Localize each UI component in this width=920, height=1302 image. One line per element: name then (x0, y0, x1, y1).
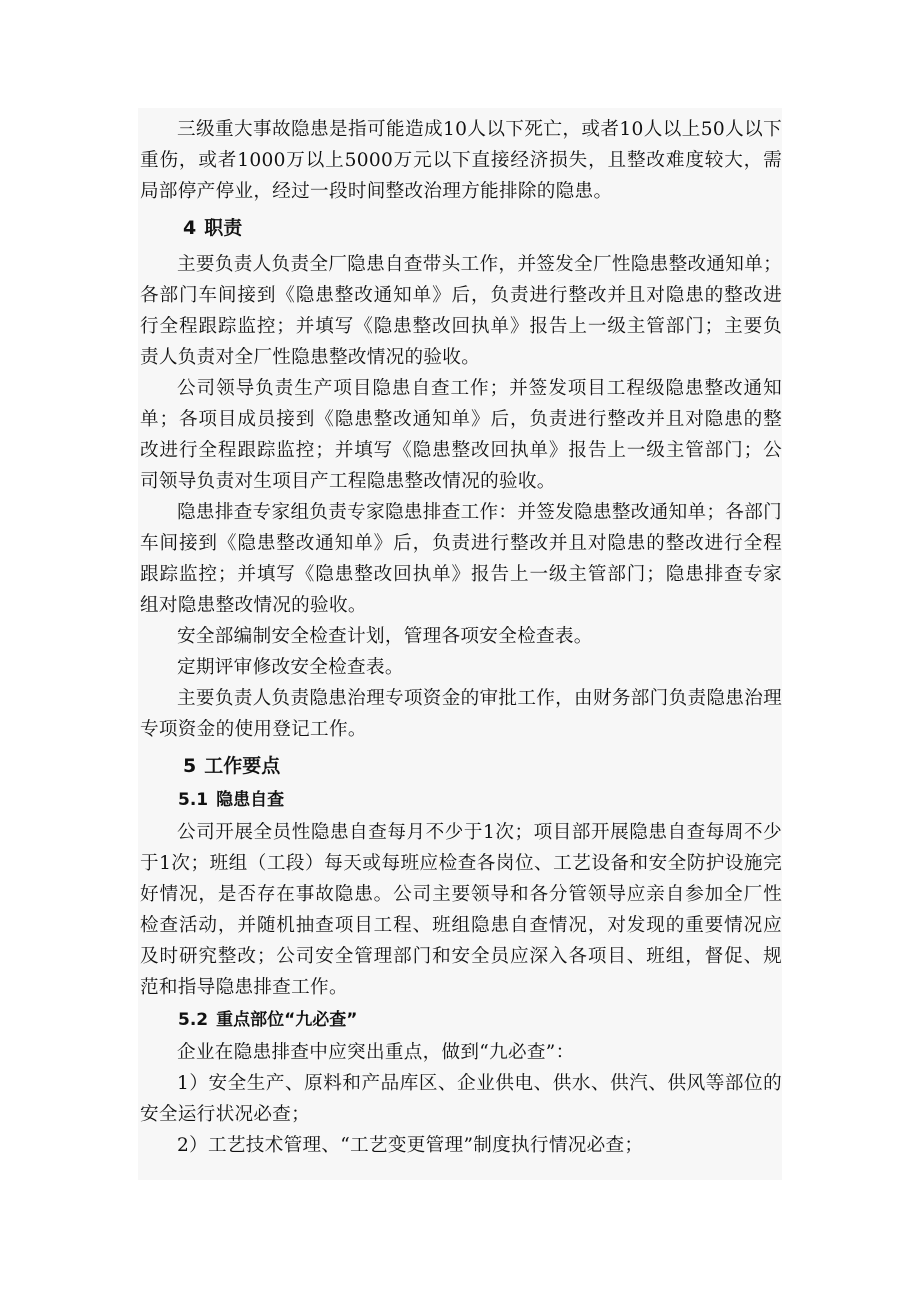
section-number: 4 (183, 217, 197, 239)
subsection-heading-5-2 (140, 1007, 782, 1033)
paragraph-key-point-2: 2）工艺技术管理、“工艺变更管理”制度执行情况必查； (177, 1135, 644, 1156)
section-title: 工作要点 (204, 755, 281, 777)
paragraph-self-check: 公司开展全员性隐患自查每月不少于1次；项目部开展隐患自查每周不少于1次；班组（工段）每天或每班应检查各岗位、工艺设备和安全防护设施完好情况，是否存在事故隐患。公司主要领导和各分管领导应亲自参加全厂性检查活动，并随机抽查项目工程、班组隐患自查情况，对发现的重要情况应及时研究整改；公司安全管理部门和安全员应深入各项目、班组，督促、规范和指导隐患排查工作。 (140, 822, 782, 998)
section-number: 5 (183, 755, 197, 777)
subsection-number: 5.1 (178, 790, 209, 810)
paragraph-duty-4: 安全部编制安全检查计划，管理各项安全检查表。 (177, 626, 593, 647)
section-heading-4 (140, 214, 782, 242)
section-title: 职责 (204, 217, 243, 239)
document-body (140, 114, 782, 1161)
paragraph-duty-2: 公司领导负责生产项目隐患自查工作；并签发项目工程级隐患整改通知单；各项目成员接到《隐患整改通知单》后，负责进行整改并且对隐患的整改进行全程跟踪监控；并填写《隐患整改回执单》报告上一级主管部门；公司领导负责对生项目产工程隐患整改情况的验收。 (140, 378, 782, 492)
subsection-title: 隐患自查 (216, 790, 285, 810)
paragraph-intro: 三级重大事故隐患是指可能造成10人以下死亡，或者10人以上50人以下重伤，或者1000万以上5000万元以下直接经济损失，且整改难度较大，需局部停产停业，经过一段时间整改治理方能排除的隐患。 (140, 119, 782, 202)
paragraph-duty-6: 主要负责人负责隐患治理专项资金的审批工作，由财务部门负责隐患治理专项资金的使用登记工作。 (140, 688, 782, 740)
paragraph-key-point-1: 1）安全生产、原料和产品库区、企业供电、供水、供汽、供风等部位的安全运行状况必查； (140, 1073, 782, 1125)
subsection-title: 重点部位“九必查” (216, 1010, 358, 1030)
paragraph-duty-3: 隐患排查专家组负责专家隐患排查工作：并签发隐患整改通知单；各部门车间接到《隐患整改通知单》后，负责进行整改并且对隐患的整改进行全程跟踪监控；并填写《隐患整改回执单》报告上一级主管部门；隐患排查专家组对隐患整改情况的验收。 (140, 502, 782, 616)
subsection-heading-5-1 (140, 787, 782, 813)
paragraph-duty-1: 主要负责人负责全厂隐患自查带头工作，并签发全厂性隐患整改通知单；各部门车间接到《隐患整改通知单》后，负责进行整改并且对隐患的整改进行全程跟踪监控；并填写《隐患整改回执单》报告上一级主管部门；主要负责人负责对全厂性隐患整改情况的验收。 (140, 254, 782, 368)
section-heading-5 (140, 752, 782, 780)
paragraph-key-points-intro: 企业在隐患排查中应突出重点，做到“九必查”： (177, 1042, 575, 1063)
paragraph-duty-5: 定期评审修改安全检查表。 (177, 657, 404, 678)
subsection-number: 5.2 (178, 1010, 209, 1030)
